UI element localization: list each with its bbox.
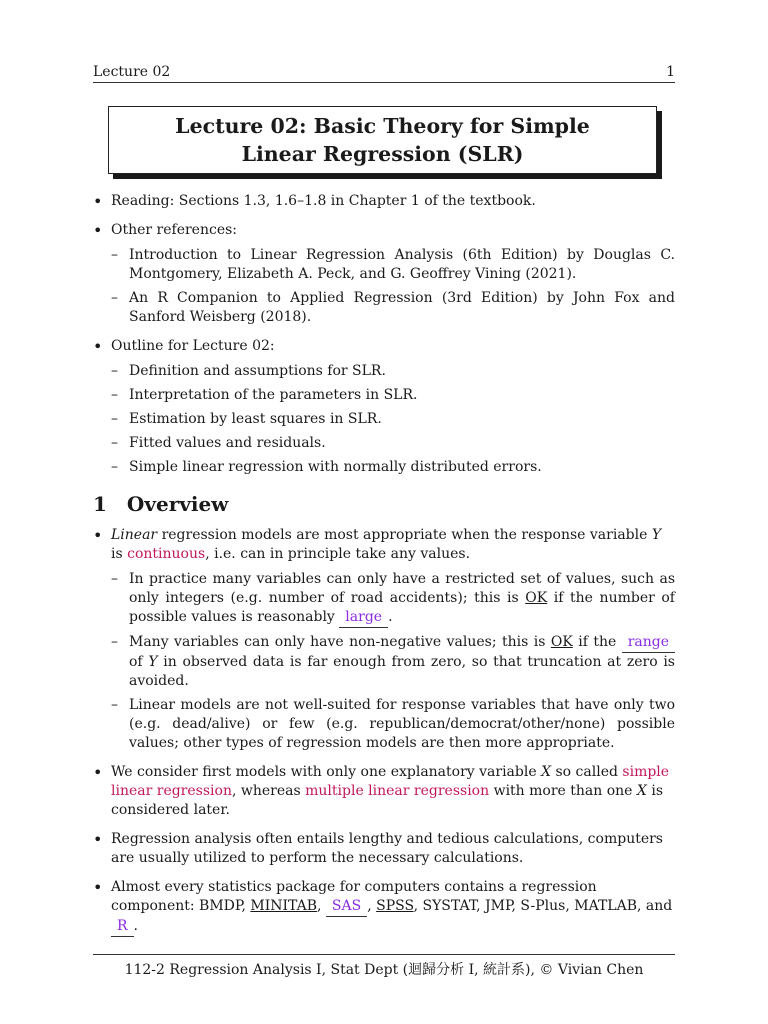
sub-item-integers [111,570,675,628]
text-span: . [388,609,393,625]
text-span: in observed data is far enough from zero, so that truncation at zero is avoided. [129,654,675,689]
slr-link[interactable]: simple linear regression [111,764,670,799]
other-references-item [93,221,675,327]
reading-text: Reading: Sections 1.3, 1.6–1.8 in Chapter 1 of the textbook. [111,193,536,209]
reference-item: – An R Companion to Applied Regression (3rd Edition) by John Fox and Sanford Weisberg (2018). [111,289,675,327]
references-list [111,246,675,327]
header-lecture-label: Lecture 02 [93,64,171,80]
text-span: We consider first models with only one explanatory variable [111,764,542,780]
other-references-label: Other references: [111,222,238,238]
section-number: 1 [93,492,107,516]
linear-sublist [111,570,675,753]
intro-list [93,192,675,477]
text-span: is considered later. [111,783,664,818]
reading-item [93,192,675,211]
reference-item: – Introduction to Linear Regression Analysis (6th Edition) by Douglas C. Montgomery, Elizabeth A. Peck, and G. Geoffrey Vining (2021). [111,246,675,284]
text-span: , [317,898,326,914]
outline-list [111,362,675,477]
text-span: if the [572,634,622,650]
ok-term: OK [525,590,548,606]
range-link[interactable]: range [622,633,675,653]
ok-term: OK [550,634,573,650]
outline-entry: – Interpretation of the parameters in SLR. [111,386,675,405]
r-link[interactable]: R [111,917,134,937]
outline-entry: – Simple linear regression with normally distributed errors. [111,458,675,477]
sub-item-binary: – Linear models are not well-suited for response variables that have only two (e.g. dead/alive) or few (e.g. republican/democrat/other/none) possible values; other types of regression models are then more appropriate. [111,696,675,753]
text-span: Many variables can only have non-negative values; this is [129,634,551,650]
overview-item-linear [93,526,675,753]
text-span: , [367,898,377,914]
outline-entry: – Fitted values and residuals. [111,434,675,453]
sub-item-nonnegative [111,633,675,691]
var-x: X [541,764,552,780]
minitab-term: MINITAB [250,898,318,914]
lecture-title: Lecture 02: Basic Theory for Simple Linear Regression (SLR) [175,114,590,166]
text-span: regression models are most appropriate when the response variable [157,527,652,543]
sas-link[interactable]: SAS [326,897,367,917]
outline-item [93,337,675,477]
linear-term: Linear [111,527,158,543]
text-span: , whereas [231,783,306,799]
text-span: In practice many variables can only have a restricted set of values, such as only integers (e.g. number of road accidents); this is [129,571,675,606]
text-span: with more than one [489,783,637,799]
text-span: if the number of possible values is reasonably [129,590,675,625]
running-header [93,58,675,83]
text-span: so called [551,764,623,780]
continuous-link[interactable]: continuous [127,546,206,562]
overview-item-simple [93,763,675,820]
text-span: is [111,546,128,562]
text-span: . [133,918,138,934]
mlr-link[interactable]: multiple linear regression [305,783,490,799]
var-y: Y [651,527,662,543]
section-title: Overview [126,492,229,516]
outline-entry: – Definition and assumptions for SLR. [111,362,675,381]
text-span: , SYSTAT, JMP, S-Plus, MATLAB, and [413,898,673,914]
main-content [93,192,675,947]
page-number: 1 [666,64,675,80]
overview-item-packages [93,878,675,937]
section-heading [93,492,675,516]
overview-item-computers: • Regression analysis often entails lengthy and tedious calculations, computers are usually utilized to perform the necessary calculations. [93,830,675,868]
overview-list [93,526,675,937]
spss-term: SPSS [376,898,414,914]
text-span: , i.e. can in principle take any values. [205,546,471,562]
var-y: Y [148,654,158,670]
var-x: X [636,783,647,799]
page-footer: 112-2 Regression Analysis I, Stat Dept (迴歸分析 I, 統計系), © Vivian Chen [93,954,675,979]
large-link[interactable]: large [339,608,388,628]
outline-entry: – Estimation by least squares in SLR. [111,410,675,429]
title-box [108,106,657,174]
text-span: of [129,654,149,670]
text-span: Almost every statistics package for computers contains a regression component: BMDP, [111,879,597,914]
outline-label: Outline for Lecture 02: [111,338,275,354]
